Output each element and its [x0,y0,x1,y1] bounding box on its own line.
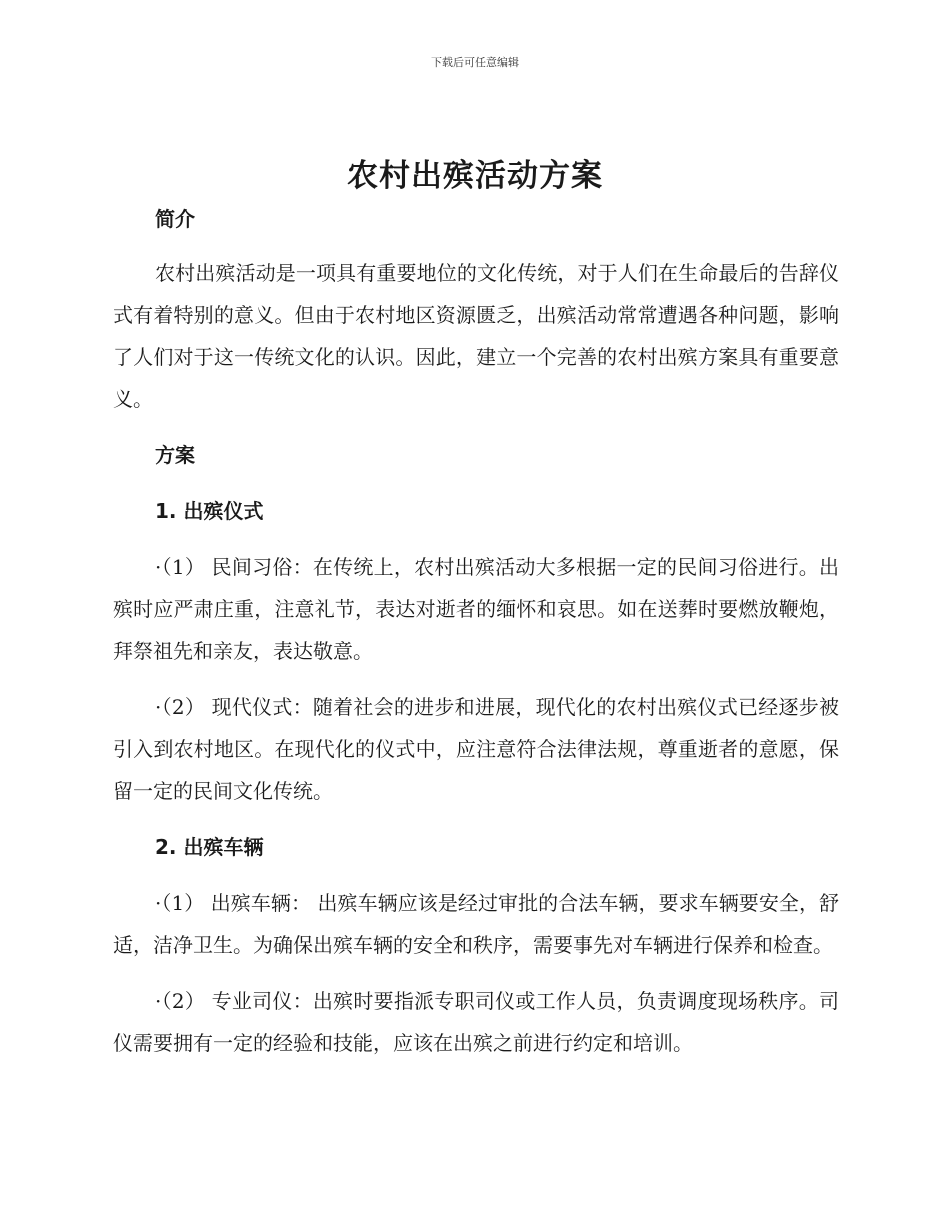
document-body [113,198,839,1064]
list-item-modern-ceremony: ·（2） 现代仪式：随着社会的进步和进展，现代化的农村出殡仪式已经逐步被引入到农村地区。在现代化的仪式中，应注意符合法律法规，尊重逝者的意愿，保留一定的民间文化传统。 [113,695,839,803]
document-title: 农村出殡活动方案 [347,158,603,194]
page-header-note: 下载后可任意编辑 [431,56,519,69]
section-heading-ceremony: 1. 出殡仪式 [155,499,264,523]
list-item-folk-custom: ·（1） 民间习俗：在传统上，农村出殡活动大多根据一定的民间习俗进行。出殡时应严肃庄重，注意礼节，表达对逝者的缅怀和哀思。如在送葬时要燃放鞭炮，拜祭祖先和亲友，表达敬意。 [113,555,839,663]
intro-heading: 简介 [155,207,195,231]
list-item-funeral-vehicle: ·（1） 出殡车辆： 出殡车辆应该是经过审批的合法车辆，要求车辆要安全，舒适，洁净卫生。为确保出殡车辆的安全和秩序，需要事先对车辆进行保养和检查。 [113,891,839,957]
intro-paragraph: 农村出殡活动是一项具有重要地位的文化传统，对于人们在生命最后的告辞仪式有着特别的意义。但由于农村地区资源匮乏，出殡活动常常遭遇各种问题，影响了人们对于这一传统文化的认识。因此，建立一个完善的农村出殡方案具有重要意义。 [113,261,839,411]
section-heading-vehicles: 2. 出殡车辆 [155,835,264,859]
list-item-professional-officiant: ·（2） 专业司仪：出殡时要指派专职司仪或工作人员，负责调度现场秩序。司仪需要拥有一定的经验和技能，应该在出殡之前进行约定和培训。 [113,989,839,1055]
plan-heading: 方案 [155,443,195,467]
